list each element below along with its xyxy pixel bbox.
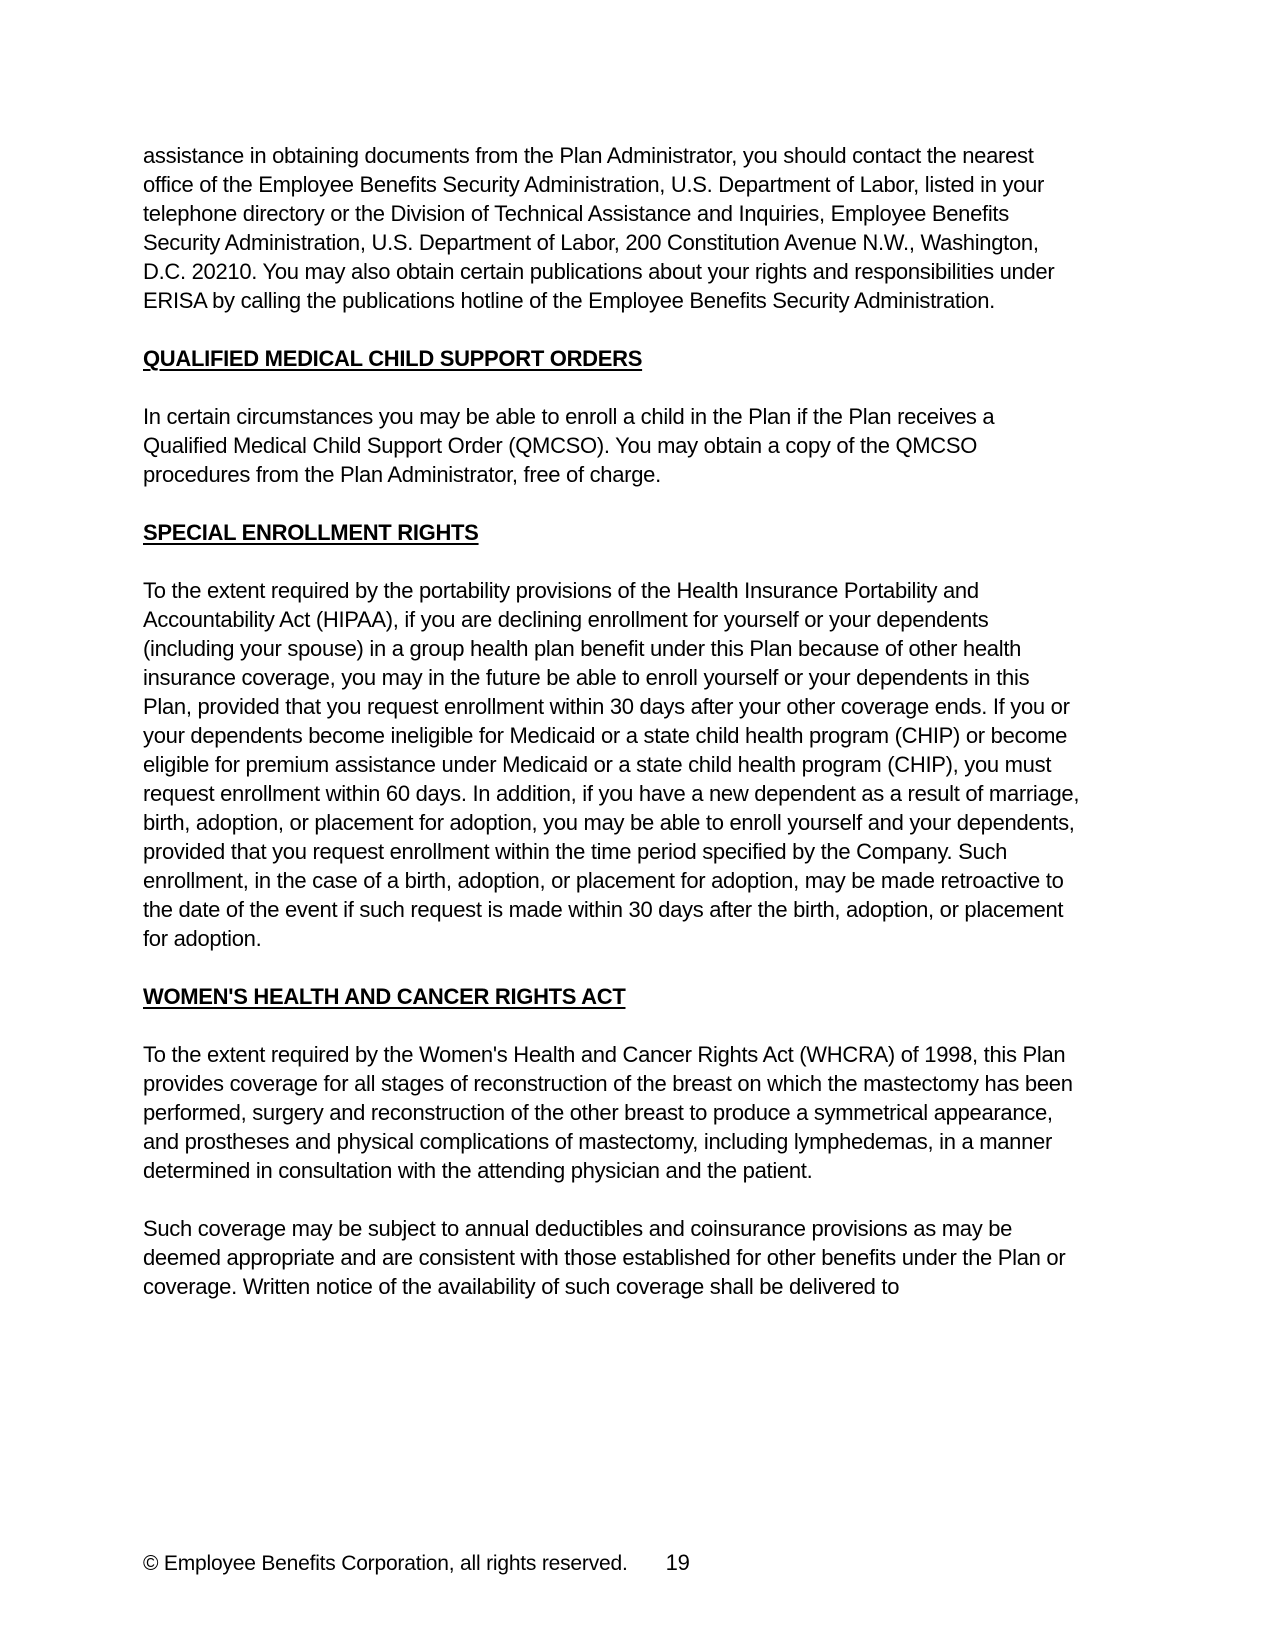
footer-copyright: © Employee Benefits Corporation, all rights reserved.	[143, 1552, 628, 1575]
footer-page-number: 19	[665, 1550, 690, 1575]
paragraph-whcra-deductibles: Such coverage may be subject to annual deductibles and coinsurance provisions as may be deemed appropriate and are consistent with those established for other benefits under the Plan or coverage. Written notice of the availability of such coverage shall be delivered to	[143, 1216, 1066, 1299]
paragraph-special-enrollment: To the extent required by the portability provisions of the Health Insurance Portability and Accountability Act (HIPAA), if you are declining enrollment for yourself or your dependents (including your spouse) in a group health plan benefit under this Plan because of other health insurance coverage, you may in the future be able to enroll yourself or your dependents in this Plan, provided that you request enrollment within 30 days after your other coverage ends. If you or your dependents become ineligible for Medicaid or a state child health program (CHIP) or become eligible for premium assistance under Medicaid or a state child health program (CHIP), you must request enrollment within 60 days. In addition, if you have a new dependent as a result of marriage, birth, adoption, or placement for adoption, you may be able to enroll yourself and your dependents, provided that you request enrollment within the time period specified by the Company. Such enrollment, in the case of a birth, adoption, or placement for adoption, may be made retroactive to the date of the event if such request is made within 30 days after the birth, adoption, or placement for adoption.	[143, 578, 1080, 951]
paragraph-whcra-reconstruction: To the extent required by the Women's Health and Cancer Rights Act (WHCRA) of 1998, this Plan provides coverage for all stages of reconstruction of the breast on which the mastectomy has been performed, surgery and reconstruction of the other breast to produce a symmetrical appearance, and prostheses and physical complications of mastectomy, including lymphedemas, in a manner determined in consultation with the attending physician and the patient.	[143, 1042, 1073, 1183]
paragraph-erisa-assistance: assistance in obtaining documents from the Plan Administrator, you should contact the nearest office of the Employee Benefits Security Administration, U.S. Department of Labor, listed in your telephone directory or the Division of Technical Assistance and Inquiries, Employee Benefits Security Administration, U.S. Department of Labor, 200 Constitution Avenue N.W., Washington, D.C. 20210. You may also obtain certain publications about your rights and responsibilities under ERISA by calling the publications hotline of the Employee Benefits Security Administration.	[143, 143, 1055, 313]
heading-special-enrollment-rights: SPECIAL ENROLLMENT RIGHTS	[143, 520, 479, 545]
paragraph-qmcso: In certain circumstances you may be able to enroll a child in the Plan if the Plan receives a Qualified Medical Child Support Order (QMCSO). You may obtain a copy of the QMCSO procedures from the Plan Administrator, free of charge.	[143, 404, 995, 487]
heading-qualified-medical-child-support-orders: QUALIFIED MEDICAL CHILD SUPPORT ORDERS	[143, 346, 643, 371]
heading-womens-health-and-cancer-rights-act: WOMEN'S HEALTH AND CANCER RIGHTS ACT	[143, 984, 626, 1009]
page-content	[143, 141, 1081, 1330]
page-footer	[143, 1549, 690, 1577]
